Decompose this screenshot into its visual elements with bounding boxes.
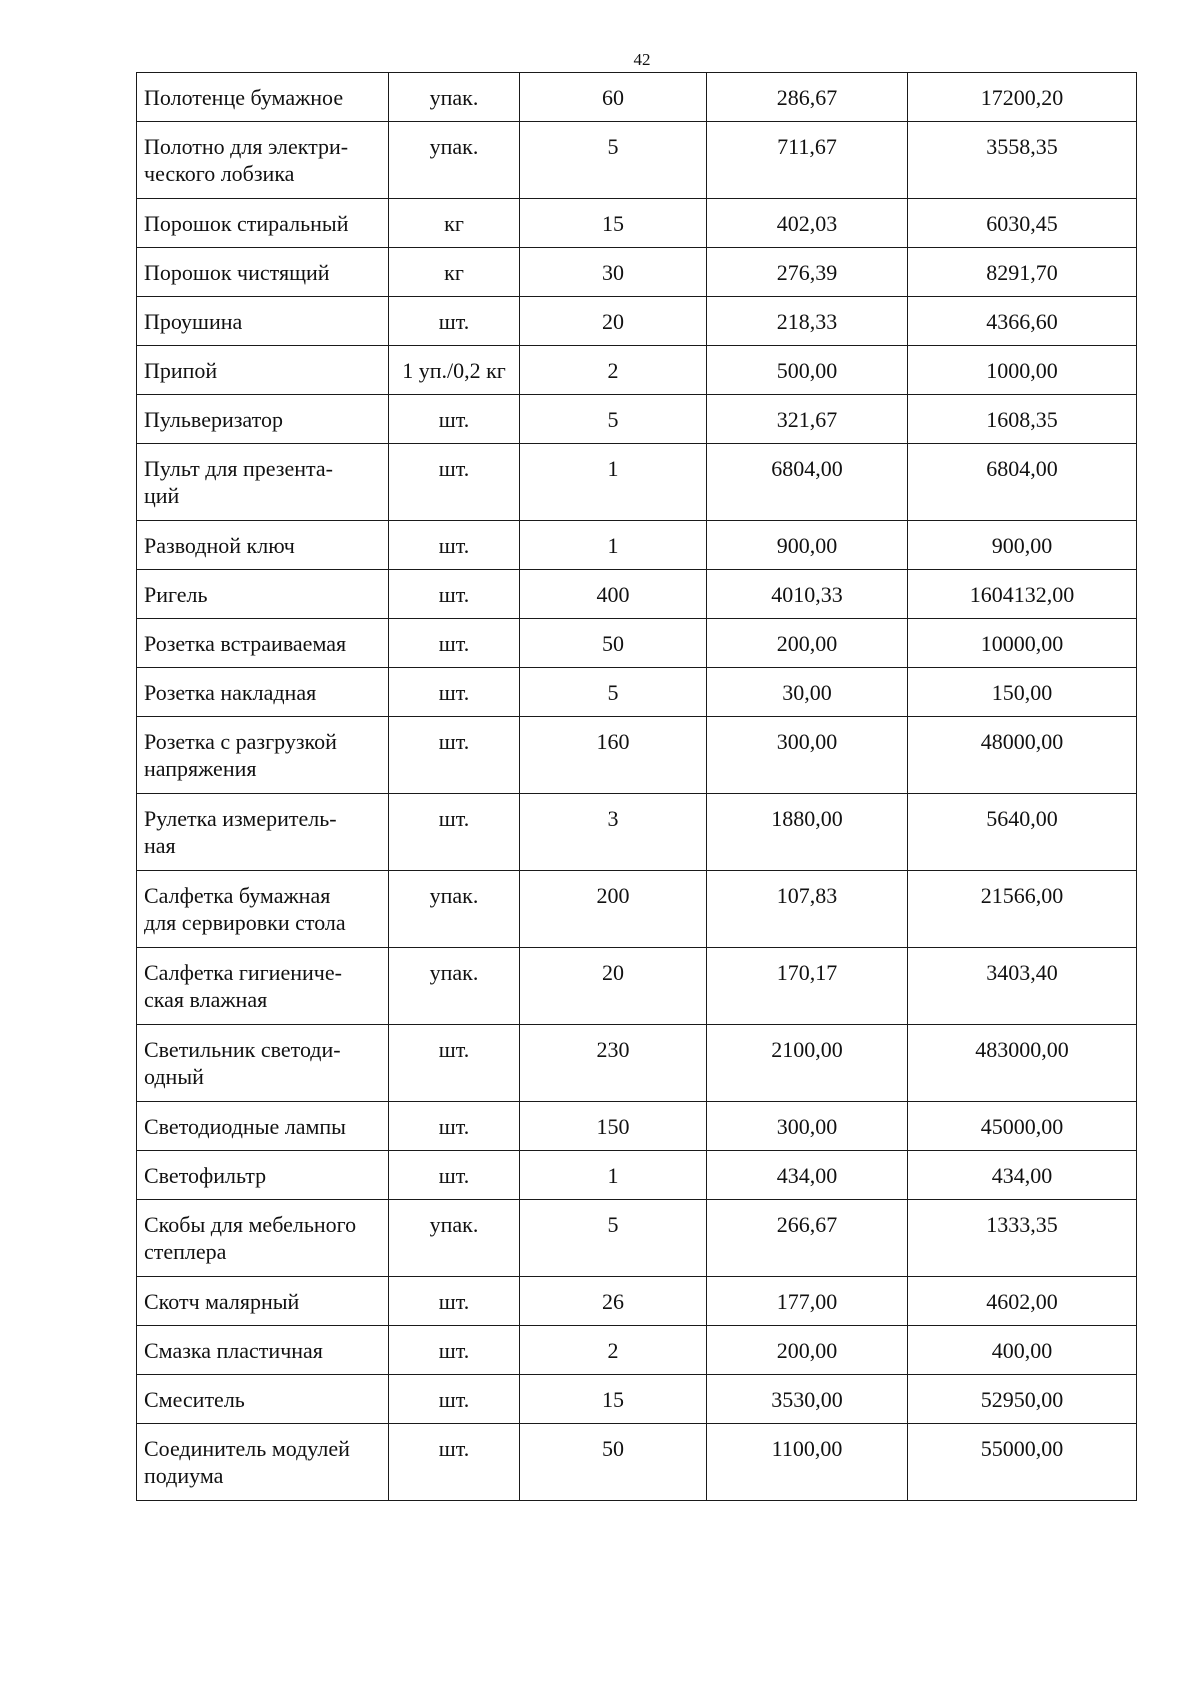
table-row bbox=[137, 1025, 1137, 1102]
total-cost-cell: 4366,60 bbox=[908, 297, 1137, 346]
unit-price-cell: 177,00 bbox=[707, 1277, 908, 1326]
table-row bbox=[137, 1326, 1137, 1375]
quantity-cell: 30 bbox=[520, 248, 707, 297]
quantity-cell: 1 bbox=[520, 444, 707, 521]
quantity-cell: 2 bbox=[520, 1326, 707, 1375]
total-cost-cell: 10000,00 bbox=[908, 619, 1137, 668]
quantity-cell: 5 bbox=[520, 668, 707, 717]
table-row bbox=[137, 1151, 1137, 1200]
item-name-cell: Порошок чистящий bbox=[137, 248, 389, 297]
total-cost-cell: 17200,20 bbox=[908, 73, 1137, 122]
unit-price-cell: 266,67 bbox=[707, 1200, 908, 1277]
total-cost-cell: 434,00 bbox=[908, 1151, 1137, 1200]
unit-price-cell: 200,00 bbox=[707, 1326, 908, 1375]
item-name-cell: Разводной ключ bbox=[137, 521, 389, 570]
unit-cell: упак. bbox=[389, 122, 520, 199]
unit-price-cell: 6804,00 bbox=[707, 444, 908, 521]
table-row bbox=[137, 122, 1137, 199]
total-cost-cell: 52950,00 bbox=[908, 1375, 1137, 1424]
total-cost-cell: 3558,35 bbox=[908, 122, 1137, 199]
item-name-cell: Пульт для презента- ций bbox=[137, 444, 389, 521]
unit-cell: кг bbox=[389, 248, 520, 297]
table-row bbox=[137, 521, 1137, 570]
total-cost-cell: 6804,00 bbox=[908, 444, 1137, 521]
unit-price-cell: 321,67 bbox=[707, 395, 908, 444]
table-row bbox=[137, 248, 1137, 297]
unit-cell: шт. bbox=[389, 395, 520, 444]
total-cost-cell: 4602,00 bbox=[908, 1277, 1137, 1326]
item-name-cell: Пульверизатор bbox=[137, 395, 389, 444]
item-name-cell: Полотно для электри- ческого лобзика bbox=[137, 122, 389, 199]
quantity-cell: 50 bbox=[520, 619, 707, 668]
unit-price-cell: 4010,33 bbox=[707, 570, 908, 619]
unit-cell: шт. bbox=[389, 1326, 520, 1375]
total-cost-cell: 1604132,00 bbox=[908, 570, 1137, 619]
item-name-cell: Проушина bbox=[137, 297, 389, 346]
item-name-cell: Полотенце бумажное bbox=[137, 73, 389, 122]
unit-cell: шт. bbox=[389, 1375, 520, 1424]
unit-price-cell: 286,67 bbox=[707, 73, 908, 122]
unit-price-cell: 30,00 bbox=[707, 668, 908, 717]
unit-price-cell: 500,00 bbox=[707, 346, 908, 395]
table-row bbox=[137, 199, 1137, 248]
table-row bbox=[137, 1424, 1137, 1501]
total-cost-cell: 900,00 bbox=[908, 521, 1137, 570]
unit-price-cell: 900,00 bbox=[707, 521, 908, 570]
quantity-cell: 2 bbox=[520, 346, 707, 395]
unit-cell: упак. bbox=[389, 948, 520, 1025]
table-row bbox=[137, 570, 1137, 619]
unit-price-cell: 434,00 bbox=[707, 1151, 908, 1200]
total-cost-cell: 8291,70 bbox=[908, 248, 1137, 297]
total-cost-cell: 3403,40 bbox=[908, 948, 1137, 1025]
total-cost-cell: 1000,00 bbox=[908, 346, 1137, 395]
total-cost-cell: 5640,00 bbox=[908, 794, 1137, 871]
unit-price-cell: 1100,00 bbox=[707, 1424, 908, 1501]
goods-table-body bbox=[137, 73, 1137, 1501]
item-name-cell: Салфетка бумажная для сервировки стола bbox=[137, 871, 389, 948]
unit-price-cell: 218,33 bbox=[707, 297, 908, 346]
unit-cell: шт. bbox=[389, 1151, 520, 1200]
item-name-cell: Салфетка гигиениче- ская влажная bbox=[137, 948, 389, 1025]
quantity-cell: 1 bbox=[520, 1151, 707, 1200]
total-cost-cell: 1333,35 bbox=[908, 1200, 1137, 1277]
quantity-cell: 150 bbox=[520, 1102, 707, 1151]
unit-cell: шт. bbox=[389, 1025, 520, 1102]
table-row bbox=[137, 717, 1137, 794]
page-number: 42 bbox=[633, 50, 651, 69]
total-cost-cell: 55000,00 bbox=[908, 1424, 1137, 1501]
item-name-cell: Розетка встраиваемая bbox=[137, 619, 389, 668]
quantity-cell: 20 bbox=[520, 948, 707, 1025]
table-row bbox=[137, 619, 1137, 668]
unit-price-cell: 276,39 bbox=[707, 248, 908, 297]
item-name-cell: Светодиодные лампы bbox=[137, 1102, 389, 1151]
item-name-cell: Рулетка измеритель- ная bbox=[137, 794, 389, 871]
table-row bbox=[137, 668, 1137, 717]
quantity-cell: 15 bbox=[520, 199, 707, 248]
table-row bbox=[137, 297, 1137, 346]
quantity-cell: 400 bbox=[520, 570, 707, 619]
item-name-cell: Смеситель bbox=[137, 1375, 389, 1424]
quantity-cell: 60 bbox=[520, 73, 707, 122]
item-name-cell: Светофильтр bbox=[137, 1151, 389, 1200]
unit-price-cell: 1880,00 bbox=[707, 794, 908, 871]
unit-cell: шт. bbox=[389, 1424, 520, 1501]
table-row bbox=[137, 871, 1137, 948]
quantity-cell: 15 bbox=[520, 1375, 707, 1424]
table-row bbox=[137, 1277, 1137, 1326]
unit-price-cell: 200,00 bbox=[707, 619, 908, 668]
total-cost-cell: 483000,00 bbox=[908, 1025, 1137, 1102]
table-row bbox=[137, 346, 1137, 395]
unit-cell: шт. bbox=[389, 717, 520, 794]
quantity-cell: 5 bbox=[520, 1200, 707, 1277]
unit-price-cell: 402,03 bbox=[707, 199, 908, 248]
item-name-cell: Ригель bbox=[137, 570, 389, 619]
quantity-cell: 26 bbox=[520, 1277, 707, 1326]
unit-cell: шт. bbox=[389, 297, 520, 346]
quantity-cell: 5 bbox=[520, 122, 707, 199]
unit-cell: упак. bbox=[389, 73, 520, 122]
total-cost-cell: 21566,00 bbox=[908, 871, 1137, 948]
item-name-cell: Скобы для мебельного степлера bbox=[137, 1200, 389, 1277]
unit-cell: кг bbox=[389, 199, 520, 248]
quantity-cell: 1 bbox=[520, 521, 707, 570]
quantity-cell: 230 bbox=[520, 1025, 707, 1102]
item-name-cell: Скотч малярный bbox=[137, 1277, 389, 1326]
table-row bbox=[137, 1200, 1137, 1277]
unit-cell: шт. bbox=[389, 1102, 520, 1151]
unit-cell: упак. bbox=[389, 1200, 520, 1277]
table-row bbox=[137, 1375, 1137, 1424]
quantity-cell: 200 bbox=[520, 871, 707, 948]
quantity-cell: 5 bbox=[520, 395, 707, 444]
table-row bbox=[137, 1102, 1137, 1151]
total-cost-cell: 48000,00 bbox=[908, 717, 1137, 794]
total-cost-cell: 6030,45 bbox=[908, 199, 1137, 248]
item-name-cell: Соединитель модулей подиума bbox=[137, 1424, 389, 1501]
quantity-cell: 20 bbox=[520, 297, 707, 346]
unit-cell: шт. bbox=[389, 794, 520, 871]
item-name-cell: Порошок стиральный bbox=[137, 199, 389, 248]
unit-price-cell: 711,67 bbox=[707, 122, 908, 199]
table-row bbox=[137, 794, 1137, 871]
goods-table bbox=[136, 72, 1137, 1501]
quantity-cell: 160 bbox=[520, 717, 707, 794]
goods-table-container bbox=[136, 72, 1136, 1501]
unit-price-cell: 300,00 bbox=[707, 1102, 908, 1151]
unit-cell: шт. bbox=[389, 1277, 520, 1326]
table-row bbox=[137, 948, 1137, 1025]
item-name-cell: Припой bbox=[137, 346, 389, 395]
unit-price-cell: 3530,00 bbox=[707, 1375, 908, 1424]
item-name-cell: Смазка пластичная bbox=[137, 1326, 389, 1375]
unit-cell: шт. bbox=[389, 521, 520, 570]
table-row bbox=[137, 444, 1137, 521]
unit-cell: шт. bbox=[389, 444, 520, 521]
unit-price-cell: 107,83 bbox=[707, 871, 908, 948]
unit-cell: 1 уп./0,2 кг bbox=[389, 346, 520, 395]
unit-price-cell: 170,17 bbox=[707, 948, 908, 1025]
unit-cell: шт. bbox=[389, 668, 520, 717]
total-cost-cell: 150,00 bbox=[908, 668, 1137, 717]
total-cost-cell: 400,00 bbox=[908, 1326, 1137, 1375]
quantity-cell: 3 bbox=[520, 794, 707, 871]
quantity-cell: 50 bbox=[520, 1424, 707, 1501]
unit-cell: шт. bbox=[389, 619, 520, 668]
item-name-cell: Розетка накладная bbox=[137, 668, 389, 717]
table-row bbox=[137, 395, 1137, 444]
unit-price-cell: 300,00 bbox=[707, 717, 908, 794]
item-name-cell: Светильник светоди- одный bbox=[137, 1025, 389, 1102]
total-cost-cell: 1608,35 bbox=[908, 395, 1137, 444]
total-cost-cell: 45000,00 bbox=[908, 1102, 1137, 1151]
unit-price-cell: 2100,00 bbox=[707, 1025, 908, 1102]
table-row bbox=[137, 73, 1137, 122]
unit-cell: шт. bbox=[389, 570, 520, 619]
item-name-cell: Розетка с разгрузкой напряжения bbox=[137, 717, 389, 794]
unit-cell: упак. bbox=[389, 871, 520, 948]
